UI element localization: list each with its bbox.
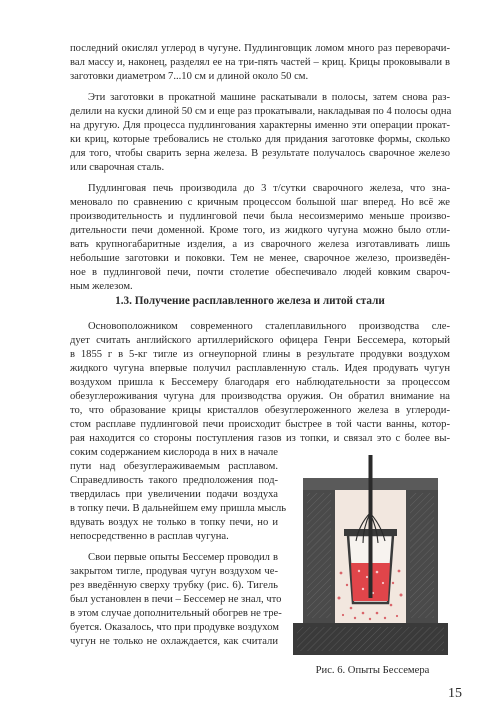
text-line: делили на куски длиной 50 см и еще раз прокатывали, накладывая по 4 полосы одна: [70, 106, 452, 117]
text-line: дует считать английского артиллерийского офицера Генри Бессемера, который: [70, 335, 450, 346]
text-line: обезуглероживания чугуна для производства оружия. Он обратил внимание на: [70, 391, 450, 402]
text-line: ки криц, которые требовались не столько для придания заготовке формы, сколько: [70, 134, 450, 145]
text-line: производительность и пудлинговой печи была несоизмеримо меньше произво-: [70, 211, 450, 222]
furnace-right-wall: [406, 488, 438, 623]
text-line: в 1855 г в 5-кг тигле из огнеупорной глины в результате продувки воздухом: [70, 349, 450, 360]
text-line: Свои первые опыты Бессемер проводил в: [88, 552, 278, 563]
text-line: вал массу и, наконец, разделял ее на три-пять частей – криц. Крицы проковывали в: [70, 57, 450, 68]
text-line: меновало по сравнению с кричным процессом большой шаг вперед. Но всё же: [70, 197, 450, 208]
text-line: Пудлинговая печь производила до 3 т/сутки сварочного железа, что зна-: [88, 183, 450, 194]
text-line: стом расплаве пудлинговой печи происходит быстрее в той части ванны, котор-: [70, 419, 450, 430]
furnace-left-wall: [303, 488, 335, 623]
text-line: закрытом тигле, продувая чугун воздухом че-: [70, 566, 278, 577]
text-line: или сварочная сталь.: [70, 162, 165, 173]
page-number: 15: [448, 686, 462, 701]
text-line: вать крупногабаритные изделия, а из сварочного железа изготавливать лишь: [70, 239, 450, 250]
text-line: пути над обезуглераживаемым расплавом.: [70, 461, 278, 472]
text-line: Эти заготовки в прокатной машине раскатывали в полосы, затем снова раз-: [88, 92, 450, 103]
text-line: для того, чтобы сварить зерна железа. В результате получалось сварочное железо: [70, 148, 450, 159]
text-line: был установлен в печи – Бессемер не знал, что: [70, 594, 282, 605]
section-heading: 1.3. Получение расплавленного железа и литой стали: [115, 295, 385, 307]
text-line: буется. Оказалось, что при продувке воздухом: [70, 622, 279, 633]
text-line: вдувать воздух не только в топку печи, но и: [70, 517, 278, 528]
text-line: небольшие заготовки и поковки. Тем не менее, сварочное железо, произведён-: [70, 253, 450, 264]
text-line: в этом случае дополнительный обогрев не тре-: [70, 608, 282, 619]
bessemer-furnace-figure: [293, 453, 448, 658]
air-blow-pipe: [369, 455, 373, 598]
text-line: жидкого чугуна впервые получил расплавленную сталь. Идея продувать чугун: [70, 363, 450, 374]
text-line: Основоположником современного сталеплавильного производства сле-: [88, 321, 450, 332]
base-hatching: [297, 627, 444, 651]
text-line: в топку печи. В дальнейшем ему пришла мысль: [70, 503, 287, 514]
text-line: рез введённую сверху трубку (рис. 6). Тигель: [70, 580, 278, 591]
text-line: на другую. Для процесса пудлингования характерны именно эти операции прокат-: [70, 120, 450, 131]
text-line: дительности печи доменной. Кроме того, из жидкого чугуна можно было отли-: [70, 225, 450, 236]
text-line: ное в пудлинговой печи, почти столетие обеспечивало людей ковким свароч-: [70, 267, 450, 278]
text-line: заготовки диаметром 7...10 см и длиной около 50 см.: [70, 71, 309, 82]
text-line: непосредственно в расплав чугуна.: [70, 531, 229, 542]
text-line: то, что образование крицы кристаллов обезуглероженного железа в углероди-: [70, 405, 450, 416]
figure-caption: Рис. 6. Опыты Бессемера: [315, 665, 430, 676]
text-line: воздухом пришла к Бессемеру благодаря его наблюдательности за процессом: [70, 377, 450, 388]
text-line: ным железом.: [70, 281, 133, 292]
text-line: последний окислял углерод в чугуне. Пудлинговщик ломом много раз переворачи-: [70, 43, 450, 54]
text-line: рая находится со стороны поступления газов из топки, и связал это с более вы-: [70, 433, 450, 444]
text-line: Справедливость такого предположения под-: [70, 475, 278, 486]
text-line: твердилась при увеличении подачи воздуха: [70, 489, 278, 500]
text-line: чугун не только не охлаждается, как считали: [70, 636, 278, 647]
text-line: соким содержанием кислорода в них в начале: [70, 447, 278, 458]
